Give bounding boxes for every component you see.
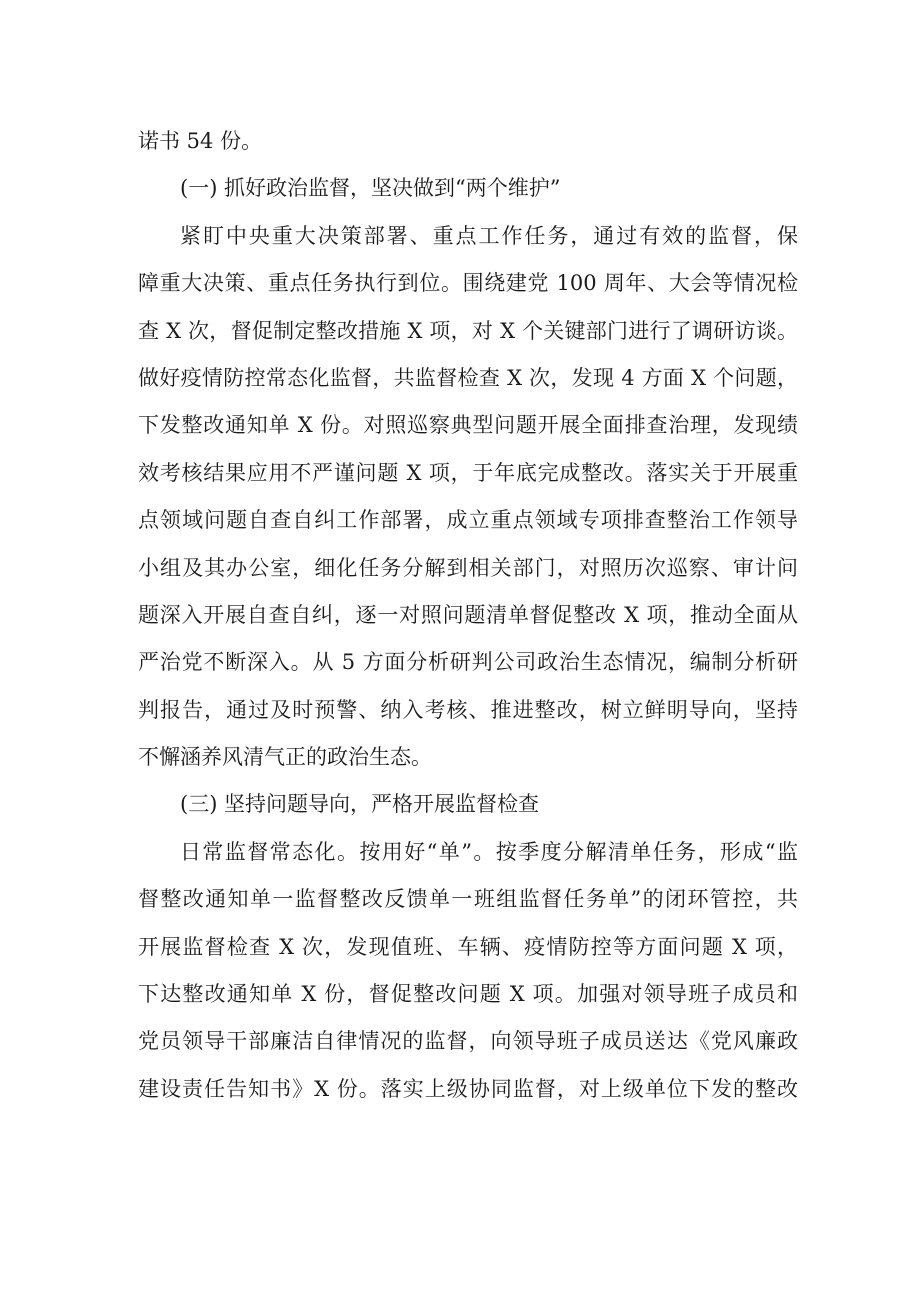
paragraph-line: 题深入开展自查自纠，逐一对照问题清单督促整改 X 项，推动全面从 [138, 602, 798, 627]
paragraph-line: 建设责任告知书》X 份。落实上级协同监督，对上级单位下发的整改 [138, 1076, 798, 1101]
paragraph-line: 开展监督检查 X 次，发现值班、车辆、疫情防控等方面问题 X 项， [138, 934, 798, 959]
paragraph-line: 做好疫情防控常态化监督，共监督检查 X 次，发现 4 方面 X 个问题， [138, 365, 798, 390]
paragraph-line: 日常监督常态化。按用好“单”。按季度分解清单任务，形成“监 [180, 839, 798, 864]
paragraph-line: 查 X 次，督促制定整改措施 X 项，对 X 个关键部门进行了调研访谈。 [138, 318, 798, 343]
paragraph-line: 判报告，通过及时预警、纳入考核、推进整改，树立鲜明导向，坚持 [138, 697, 798, 722]
paragraph-line: 诺书 54 份。 [138, 129, 263, 153]
paragraph-line: 党员领导干部廉洁自律情况的监督，向领导班子成员送达《党风廉政 [138, 1029, 798, 1054]
document-body [138, 118, 798, 1113]
paragraph-line: 障重大决策、重点任务执行到位。围绕建党 100 周年、大会等情况检 [138, 271, 798, 296]
paragraph-line: 效考核结果应用不严谨问题 X 项，于年底完成整改。落实关于开展重 [138, 460, 798, 485]
paragraph-line: 严治党不断深入。从 5 方面分析研判公司政治生态情况，编制分析研 [138, 650, 798, 675]
paragraph-line: 紧盯中央重大决策部署、重点工作任务，通过有效的监督，保 [180, 223, 798, 248]
paragraph-line: 下发整改通知单 X 份。对照巡察典型问题开展全面排查治理，发现绩 [138, 413, 798, 438]
paragraph-line: 督整改通知单一监督整改反馈单一班组监督任务单”的闭环管控，共 [138, 887, 798, 912]
paragraph-line: 不懈涵养风清气正的政治生态。 [138, 745, 432, 770]
paragraph-line: 点领域问题自查自纠工作部署，成立重点领域专项排查整治工作领导 [138, 508, 798, 533]
paragraph-line: 小组及其办公室，细化任务分解到相关部门，对照历次巡察、审计问 [138, 555, 798, 580]
section-heading: (三) 坚持问题导向，严格开展监督检查 [180, 792, 540, 817]
paragraph-line: 下达整改通知单 X 份，督促整改问题 X 项。加强对领导班子成员和 [138, 982, 798, 1007]
section-heading: (一) 抓好政治监督，坚决做到“两个维护” [180, 176, 561, 201]
